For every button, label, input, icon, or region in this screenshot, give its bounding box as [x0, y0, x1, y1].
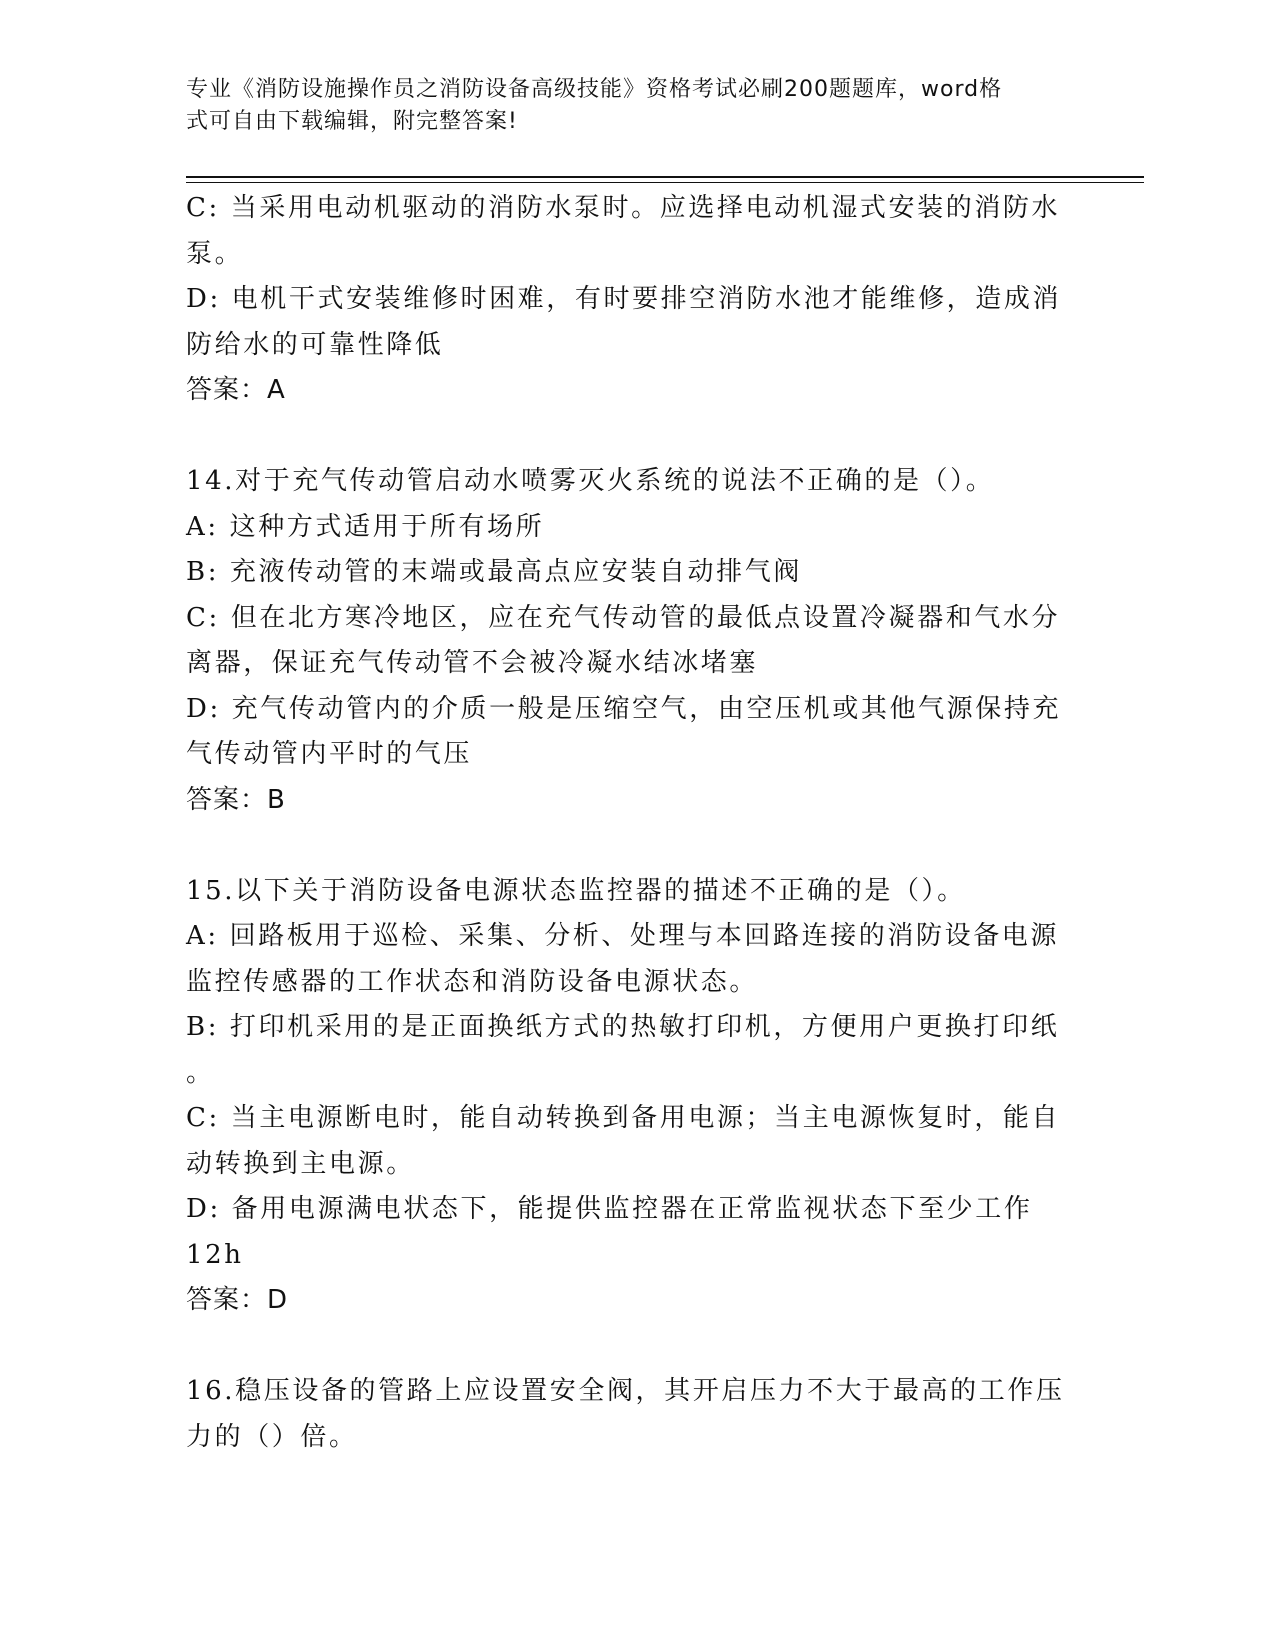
question-content — [186, 186, 1066, 1460]
q16-question-line-2: 力的（）倍。 — [186, 1421, 358, 1452]
q15-option-a-line-2: 监控传感器的工作状态和消防设备电源状态。 — [186, 966, 759, 997]
q15-question: 15.以下关于消防设备电源状态监控器的描述不正确的是（）。 — [186, 875, 966, 906]
q14-answer: 答案：B — [186, 784, 286, 815]
question-16-block — [186, 1369, 1066, 1460]
header-rule-thin — [186, 182, 1144, 183]
q13-option-c-line-2: 泵。 — [186, 238, 244, 269]
question-14-block — [186, 459, 1066, 823]
q14-option-d-line-1: D: 充气传动管内的介质一般是压缩空气，由空压机或其他气源保持充 — [186, 693, 1062, 724]
q15-option-d-line-1: D: 备用电源满电状态下，能提供监控器在正常监视状态下至少工作 — [186, 1194, 1033, 1224]
q14-option-d-line-2: 气传动管内平时的气压 — [186, 739, 473, 769]
q15-option-c-line-1: C: 当主电源断电时，能自动转换到备用电源；当主电源恢复时，能自 — [186, 1103, 1061, 1133]
q15-option-b-line-2: 。 — [186, 1057, 215, 1088]
q13-option-d-line-1: D: 电机干式安装维修时困难，有时要排空消防水池才能维修，造成消 — [186, 284, 1062, 314]
header-line-1: 专业《消防设施操作员之消防设备高级技能》资格考试必刷200题题库，word格 — [186, 77, 1003, 102]
q15-answer: 答案：D — [186, 1285, 289, 1315]
q14-option-b: B: 充液传动管的末端或最高点应安装自动排气阀 — [186, 557, 802, 587]
q15-option-d-line-2: 12h — [186, 1239, 244, 1270]
spacer — [186, 414, 1066, 460]
q16-question-line-1: 16.稳压设备的管路上应设置安全阀，其开启压力不大于最高的工作压 — [186, 1376, 1065, 1406]
question-15-block — [186, 869, 1066, 1324]
q14-question: 14.对于充气传动管启动水喷雾灭火系统的说法不正确的是（）。 — [186, 466, 995, 496]
q13-option-c-line-1: C: 当采用电动机驱动的消防水泵时。应选择电动机湿式安装的消防水 — [186, 193, 1061, 223]
spacer — [186, 1324, 1066, 1370]
q13-answer: 答案：A — [186, 375, 286, 405]
question-13-block — [186, 186, 1066, 414]
q13-option-d-line-2: 防给水的可靠性降低 — [186, 329, 444, 360]
q15-option-c-line-2: 动转换到主电源。 — [186, 1148, 415, 1179]
q15-option-b-line-1: B: 打印机采用的是正面换纸方式的热敏打印机，方便用户更换打印纸 — [186, 1012, 1060, 1042]
page-header — [186, 74, 1066, 138]
header-rule-thick — [186, 176, 1144, 178]
header-line-2: 式可自由下载编辑，附完整答案! — [186, 109, 518, 134]
spacer — [186, 823, 1066, 869]
q14-option-c-line-1: C: 但在北方寒冷地区，应在充气传动管的最低点设置冷凝器和气水分 — [186, 602, 1061, 633]
q14-option-c-line-2: 离器，保证充气传动管不会被冷凝水结冰堵塞 — [186, 648, 759, 678]
q14-option-a: A: 这种方式适用于所有场所 — [186, 511, 545, 542]
q15-option-a-line-1: A: 回路板用于巡检、采集、分析、处理与本回路连接的消防设备电源 — [186, 921, 1060, 951]
